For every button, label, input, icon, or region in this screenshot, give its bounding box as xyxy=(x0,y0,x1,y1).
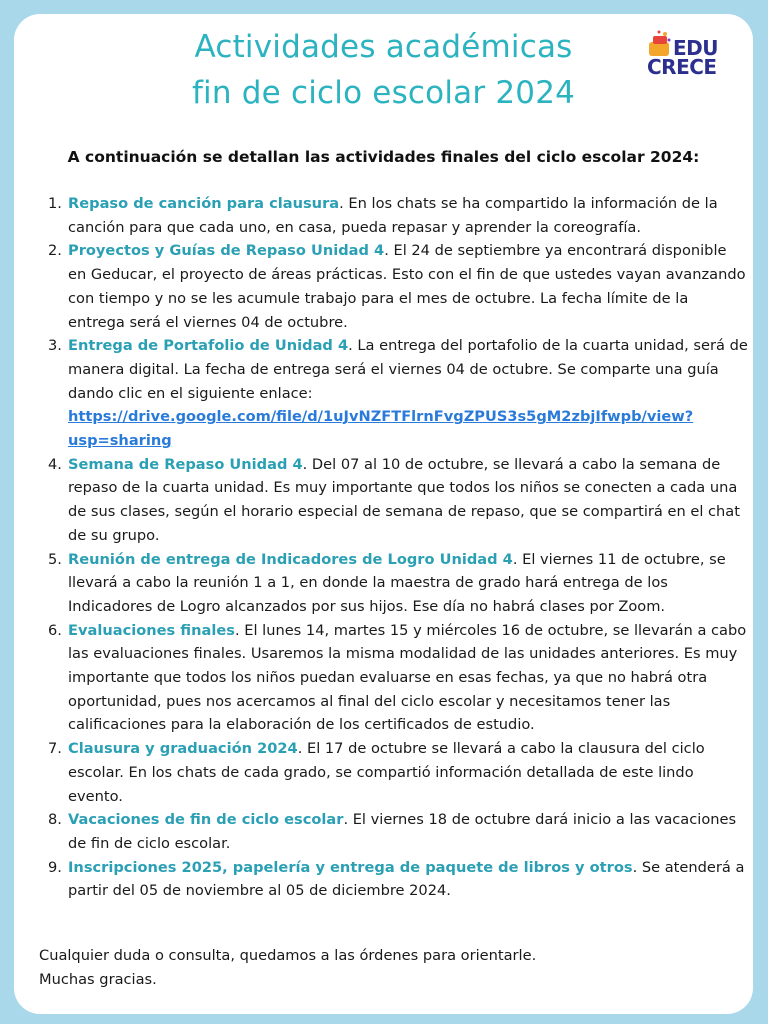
list-item xyxy=(48,856,748,903)
closing-text xyxy=(39,944,536,992)
item-title: Evaluaciones finales xyxy=(68,621,235,639)
item-text: . El viernes 18 de octubre dará inicio a las vacaciones de fin de ciclo escolar. xyxy=(68,811,737,852)
item-number: 9. xyxy=(48,858,62,876)
list-item xyxy=(48,808,748,855)
closing-line-1: Cualquier duda o consulta, quedamos a las órdenes para orientarle. xyxy=(39,947,537,964)
document-card xyxy=(14,14,753,1014)
item-title: Repaso de canción para clausura xyxy=(68,195,340,212)
item-number: 1. xyxy=(48,195,62,212)
item-text: . El 24 de septiembre ya encontrará disponible en Geducar, el proyecto de áreas prácticas. Esto con el fin de que ustedes vayan avanzando con tiempo y no se les acumule trabajo para el mes de octubre. La fecha límite de la entrega será el viernes 04 de octubre. xyxy=(68,242,746,331)
item-number: 2. xyxy=(48,242,62,260)
list-item xyxy=(48,548,748,619)
item-title: Reunión de entrega de Indicadores de Logro Unidad 4 xyxy=(68,550,513,568)
item-number: 8. xyxy=(48,811,62,829)
activities-list xyxy=(48,192,748,903)
page-title-line-1: Actividades académicas xyxy=(194,29,573,65)
item-number: 4. xyxy=(48,455,62,473)
item-title: Semana de Repaso Unidad 4 xyxy=(68,455,303,473)
intro-text: A continuación se detallan las actividades finales del ciclo escolar 2024: xyxy=(67,148,700,166)
list-item xyxy=(48,619,748,738)
list-item xyxy=(48,192,748,239)
item-text: . El 17 de octubre se llevará a cabo la clausura del ciclo escolar. En los chats de cada grado, se compartió información detallada de este lindo evento. xyxy=(68,740,705,805)
page-title-line-2: fin de ciclo escolar 2024 xyxy=(191,75,576,111)
educrece-logo xyxy=(643,28,739,88)
list-item xyxy=(48,737,748,808)
item-title: Entrega de Portafolio de Unidad 4 xyxy=(68,337,349,355)
item-title: Proyectos y Guías de Repaso Unidad 4 xyxy=(68,242,385,260)
item-text: . El lunes 14, martes 15 y miércoles 16 de octubre, se llevarán a cabo las evaluaciones finales. Usaremos la misma modalidad de las unidades anteriores. Es muy importante que todos los niños puedan evaluarse en esas fechas, ya que no habrá otra oportunidad, pues nos acercamos al final del ciclo escolar y necesitamos tener las calificaciones para la elaboración de los certificados de estudio. xyxy=(68,621,747,734)
item-text: . Del 07 al 10 de octubre, se llevará a cabo la semana de repaso de la cuarta unidad. Es muy importante que todos los niños se conecten a cada una de sus clases, según el horario especial de semana de repaso, que se compartirá en el chat de su grupo. xyxy=(68,455,740,544)
list-item xyxy=(48,239,748,334)
item-number: 6. xyxy=(48,621,62,639)
item-title: Clausura y graduación 2024 xyxy=(68,740,298,758)
portfolio-guide-link[interactable]: https://drive.google.com/file/d/1uJvNZFTFlrnFvgZPUS3s5gM2zbjIfwpb/view? xyxy=(68,408,694,426)
item-text: . La entrega del portafolio de la cuarta unidad, será de manera digital. La fecha de entrega será el viernes 04 de octubre. Se comparte una guía dando clic en el siguiente enlace: xyxy=(68,337,748,402)
item-title: Vacaciones de fin de ciclo escolar xyxy=(68,811,344,829)
closing-line-2: Muchas gracias. xyxy=(39,971,157,988)
logo-text-edu: EDU xyxy=(673,36,719,60)
list-item xyxy=(48,334,748,453)
item-text: . Se atenderá a partir del 05 de noviembre al 05 de diciembre 2024. xyxy=(68,858,745,900)
logo-text-crece: CRECE xyxy=(647,55,717,79)
portfolio-guide-link-continued[interactable]: usp=sharing xyxy=(68,432,172,450)
item-text: . En los chats se ha compartido la información de la canción para que cada uno, en casa, pueda repasar y aprender la coreografía. xyxy=(68,195,718,236)
item-number: 3. xyxy=(48,337,62,355)
list-item xyxy=(48,453,748,548)
item-text: . El viernes 11 de octubre, se llevará a cabo la reunión 1 a 1, en donde la maestra de grado hará entrega de los Indicadores de Logro alcanzados por sus hijos. Ese día no habrá clases por Zoom. xyxy=(68,550,726,615)
item-title: Inscripciones 2025, papelería y entrega de paquete de libros y otros xyxy=(68,858,633,876)
item-number: 5. xyxy=(48,550,62,568)
item-number: 7. xyxy=(48,740,62,758)
